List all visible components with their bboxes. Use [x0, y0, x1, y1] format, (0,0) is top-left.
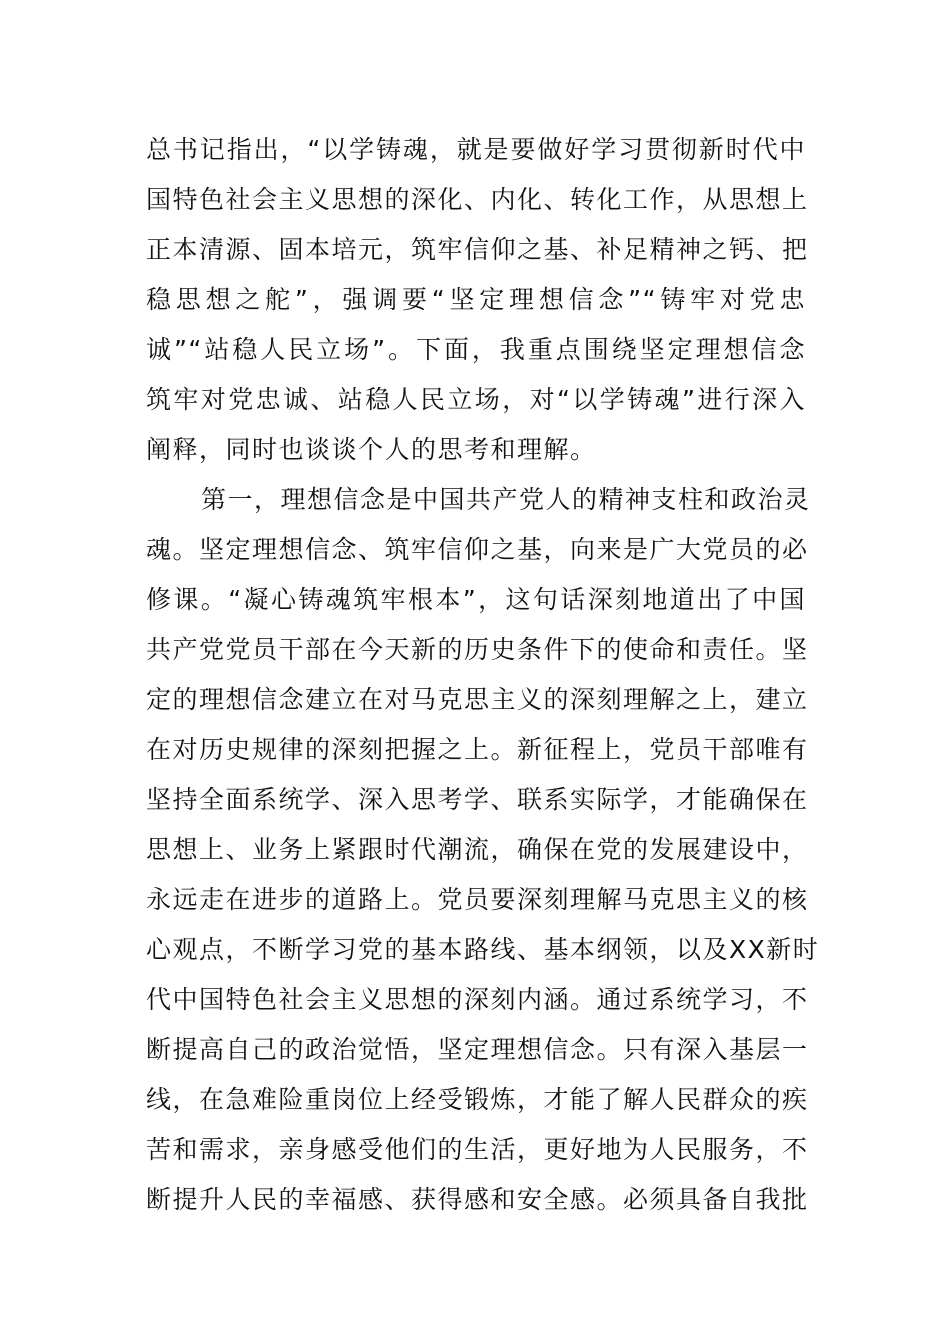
text-line: 心观点，不断学习党的基本路线、基本纲领，以及XX新时	[146, 935, 820, 964]
text-line: 线，在急难险重岗位上经受锻炼，才能了解人民群众的疾	[146, 1085, 809, 1114]
text-line: 断提升人民的幸福感、获得感和安全感。必须具备自我批	[146, 1185, 809, 1214]
text-line: 国特色社会主义思想的深化、内化、转化工作，从思想上	[146, 185, 809, 214]
text-line: 代中国特色社会主义思想的深刻内涵。通过系统学习，不	[146, 985, 809, 1014]
text-line: 在对历史规律的深刻把握之上。新征程上，党员干部唯有	[146, 735, 809, 764]
paragraph-intro	[146, 125, 809, 475]
text-line: 苦和需求，亲身感受他们的生活，更好地为人民服务，不	[146, 1135, 809, 1164]
text-line: 坚持全面系统学、深入思考学、联系实际学，才能确保在	[146, 785, 809, 814]
text-line: 永远走在进步的道路上。党员要深刻理解马克思主义的核	[146, 885, 809, 914]
paragraph-first-point	[146, 475, 820, 1225]
text-line: 共产党党员干部在今天新的历史条件下的使命和责任。坚	[146, 635, 809, 664]
text-line: 筑牢对党忠诚、站稳人民立场，对“以学铸魂”进行深入	[146, 385, 806, 414]
text-line: 正本清源、固本培元，筑牢信仰之基、补足精神之钙、把	[146, 235, 809, 264]
text-line: 诚”“站稳人民立场”。下面，我重点围绕坚定理想信念	[146, 335, 806, 364]
text-line: 修课。“凝心铸魂筑牢根本”，这句话深刻地道出了中国	[146, 585, 806, 614]
text-line: 断提高自己的政治觉悟，坚定理想信念。只有深入基层一	[146, 1035, 809, 1064]
text-line: 总书记指出，“以学铸魂，就是要做好学习贯彻新时代中	[146, 135, 806, 164]
text-line: 思想上、业务上紧跟时代潮流，确保在党的发展建设中，	[146, 835, 809, 864]
text-line: 稳思想之舵”，强调要“坚定理想信念”“铸牢对党忠	[146, 285, 806, 314]
text-line: 定的理想信念建立在对马克思主义的深刻理解之上，建立	[146, 685, 809, 714]
text-line: 第一，理想信念是中国共产党人的精神支柱和政治灵	[201, 485, 811, 514]
text-line: 魂。坚定理想信念、筑牢信仰之基，向来是广大党员的必	[146, 535, 809, 564]
text-line: 阐释，同时也谈谈个人的思考和理解。	[146, 435, 597, 464]
